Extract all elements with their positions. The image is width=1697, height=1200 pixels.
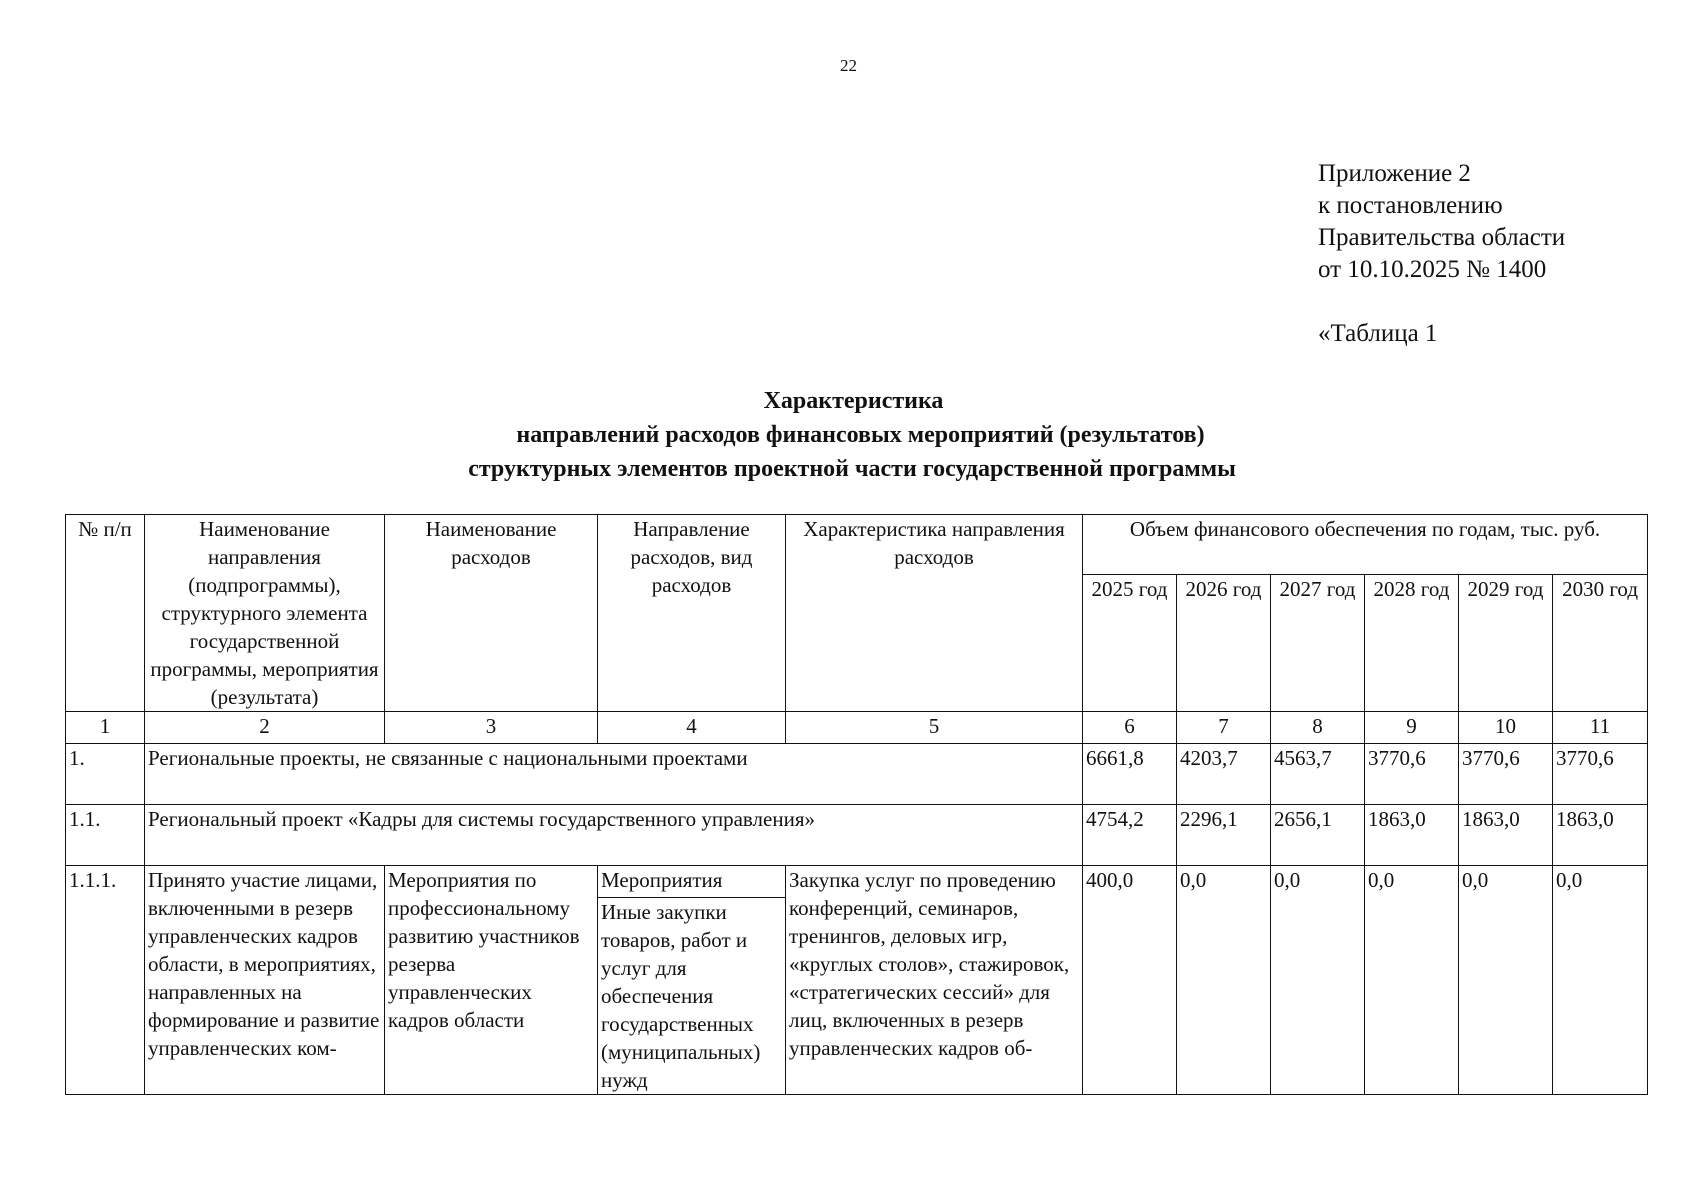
value-cell: 0,0: [1459, 866, 1553, 1095]
appendix-block: [1318, 158, 1565, 286]
column-numbers-row: [66, 712, 1648, 744]
value-cell: 4203,7: [1177, 744, 1271, 805]
value-cell: 4754,2: [1083, 805, 1177, 866]
row-name: Региональный проект «Кадры для системы государственного управления»: [145, 805, 1083, 866]
row-name: Принято участие лицами, включенными в резерв управленческих кадров области, в мероприятиях, направленных на формирование и развитие управленческих ком-: [145, 866, 385, 1095]
header-year: 2025 год: [1083, 574, 1177, 711]
direction-cell: [598, 866, 786, 1095]
value-cell: 0,0: [1553, 866, 1648, 1095]
characteristic-cell: Закупка услуг по проведению конференций, семинаров, тренингов, деловых игр, «круглых столов», стажировок, «стратегических сессий» для лиц, включенных в резерв управленческих кадров об-: [786, 866, 1083, 1095]
title-line: направлений расходов финансовых мероприятий (результатов): [516, 422, 1205, 448]
table-row: [66, 744, 1648, 805]
appendix-line: Приложение 2: [1318, 160, 1471, 187]
column-number: 11: [1553, 712, 1648, 744]
header-number: № п/п: [66, 515, 145, 712]
header-year: 2029 год: [1459, 574, 1553, 711]
column-number: 10: [1459, 712, 1553, 744]
table-row: [66, 866, 1648, 1095]
row-number: 1.1.: [66, 805, 145, 866]
header-year: 2028 год: [1365, 574, 1459, 711]
column-number: 5: [786, 712, 1083, 744]
financing-table: [65, 514, 1648, 1095]
row-number: 1.: [66, 744, 145, 805]
value-cell: 1863,0: [1365, 805, 1459, 866]
table-row: [66, 805, 1648, 866]
header-row: [66, 515, 1648, 575]
title-line: структурных элементов проектной части государственной программы: [468, 456, 1236, 482]
value-cell: 3770,6: [1553, 744, 1648, 805]
column-number: 2: [145, 712, 385, 744]
appendix-line: Правительства области: [1318, 224, 1566, 251]
header-year: 2026 год: [1177, 574, 1271, 711]
value-cell: 0,0: [1271, 866, 1365, 1095]
title-line: Характеристика: [763, 388, 944, 414]
header-program-name: Наименование направления (подпрограммы), структурного элемента государственной программы, мероприятия (результата): [145, 515, 385, 712]
column-number: 1: [66, 712, 145, 744]
value-cell: 3770,6: [1365, 744, 1459, 805]
header-year: 2027 год: [1271, 574, 1365, 711]
appendix-line: к постановлению: [1318, 192, 1503, 219]
value-cell: 400,0: [1083, 866, 1177, 1095]
column-number: 6: [1083, 712, 1177, 744]
column-number: 4: [598, 712, 786, 744]
value-cell: 4563,7: [1271, 744, 1365, 805]
value-cell: 0,0: [1177, 866, 1271, 1095]
value-cell: 1863,0: [1553, 805, 1648, 866]
value-cell: 1863,0: [1459, 805, 1553, 866]
value-cell: 0,0: [1365, 866, 1459, 1095]
header-characteristic: Характеристика направления расходов: [786, 515, 1083, 712]
page-number: 22: [840, 56, 857, 75]
value-cell: 2296,1: [1177, 805, 1271, 866]
appendix-line: от 10.10.2025 № 1400: [1318, 256, 1547, 283]
column-number: 7: [1177, 712, 1271, 744]
header-expense-name: Наименование расходов: [385, 515, 598, 712]
header-funding: Объем финансового обеспечения по годам, тыс. руб.: [1083, 515, 1648, 575]
document-title: [0, 384, 1697, 486]
column-number: 3: [385, 712, 598, 744]
row-name: Региональные проекты, не связанные с национальными проектами: [145, 744, 1083, 805]
header-year: 2030 год: [1553, 574, 1648, 711]
value-cell: 3770,6: [1459, 744, 1553, 805]
direction-label: Мероприятия: [598, 866, 785, 898]
header-direction: Направление расходов, вид расходов: [598, 515, 786, 712]
expense-name-cell: Мероприятия по профессиональному развитию участников резерва управленческих кадров области: [385, 866, 598, 1095]
value-cell: 2656,1: [1271, 805, 1365, 866]
row-number: 1.1.1.: [66, 866, 145, 1095]
column-number: 9: [1365, 712, 1459, 744]
expense-type-label: Иные закупки товаров, работ и услуг для обеспечения государственных (муниципальных) нужд: [601, 900, 761, 1092]
column-number: 8: [1271, 712, 1365, 744]
value-cell: 6661,8: [1083, 744, 1177, 805]
table-label: «Таблица 1: [1318, 320, 1438, 347]
